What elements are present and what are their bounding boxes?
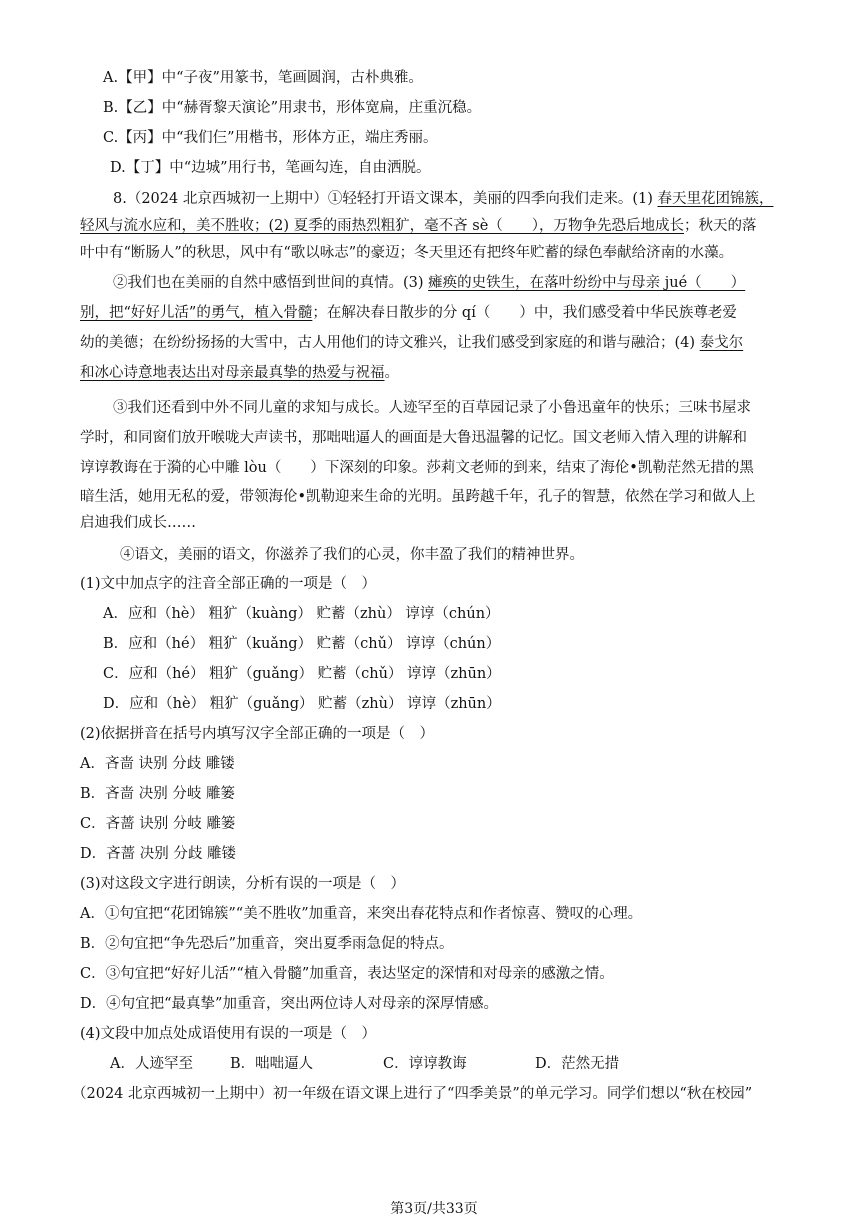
passage-line-10: 谆谆教诲在于漪的心中雕 lòu（ ）下深刻的印象。莎莉文老师的到来，结束了海伦•凯勒茫然无措的黑 <box>80 460 754 476</box>
q4-stem: (4)文段中加点处成语使用有误的一项是（ ） <box>80 1026 377 1042</box>
passage-line-6: 幼的美德；在纷纷扬扬的大雪中，古人用他们的诗文雅兴，让我们感受到家庭的和谐与融洽；(4) 泰戈尔 <box>80 335 744 351</box>
q4-option-a: A．人迹罕至 <box>110 1056 193 1072</box>
prev-option-a: A.【甲】中“子夜”用篆书，笔画圆润，古朴典雅。 <box>103 70 423 86</box>
q1-option-b: B．应和（hé） 粗犷（kuǎng） 贮蓄（chǔ） 谆谆（chún） <box>103 636 501 652</box>
q2-option-c: C．吝蔷 诀别 分岐 雕篓 <box>80 816 236 832</box>
q3-stem: (3)对这段文字进行朗读，分析有误的一项是（ ） <box>80 876 406 892</box>
q2-option-b: B．吝啬 决别 分岐 雕篓 <box>80 786 235 802</box>
passage-line-8: ③我们还看到中外不同儿童的求知与成长。人迹罕至的百草园记录了小鲁迅童年的快乐；三味书屋求 <box>113 400 751 416</box>
prev-option-c: C.【丙】中“我们仨”用楷书，形体方正，端庄秀丽。 <box>103 130 438 146</box>
passage-line-2: 轻风与流水应和，美不胜收；(2) 夏季的雨热烈粗犷，毫不吝 sè（ ），万物争先恐后地成长；秋天的落 <box>80 218 757 234</box>
q3-option-a: A．①句宜把“花团锦簇”“美不胜收”加重音，来突出春花特点和作者惊喜、赞叹的心理。 <box>80 906 643 922</box>
q1-option-c: C．应和（hé） 粗犷（guǎng） 贮蓄（chǔ） 谆谆（zhūn） <box>103 666 501 682</box>
prev-option-b: B.【乙】中“赫胥黎天演论”用隶书，形体宽扁，庄重沉稳。 <box>103 100 482 116</box>
q1-stem: (1)文中加点字的注音全部正确的一项是（ ） <box>80 576 377 592</box>
q4-option-d: D．茫然无措 <box>535 1056 620 1072</box>
prev-option-d: D.【丁】中“边城”用行书，笔画勾连，自由洒脱。 <box>110 160 431 176</box>
passage-line-3: 叶中有“断肠人”的秋思，风中有“歌以咏志”的豪迈；冬天里还有把终年贮蓄的绿色奉献给济南的水藻。 <box>80 245 734 261</box>
q4-option-c: C．谆谆教诲 <box>383 1056 467 1072</box>
passage-line-11: 暗生活，她用无私的爱，带领海伦•凯勒迎来生命的光明。虽跨越千年，孔子的智慧，依然在学习和做人上 <box>80 489 756 505</box>
q3-option-d: D．④句宜把“最真挚”加重音，突出两位诗人对母亲的深厚情感。 <box>80 996 498 1012</box>
passage-line-5: 别，把“好好儿活”的勇气，植入骨髓；在解决春日散步的分 qí（ ）中，我们感受着中华民族尊老爱 <box>80 305 737 321</box>
q3-option-b: B．②句宜把“争先恐后”加重音，突出夏季雨急促的特点。 <box>80 936 454 952</box>
q2-option-a: A．吝啬 诀别 分歧 雕镂 <box>80 756 235 772</box>
q1-option-a: A．应和（hè） 粗犷（kuàng） 贮蓄（zhù） 谆谆（chún） <box>103 606 500 622</box>
passage-line-1: 8.（2024 北京西城初一上期中）①轻轻打开语文课本，美丽的四季向我们走来。(1) 春天里花团锦簇， <box>113 191 774 207</box>
q4-option-b: B．咄咄逼人 <box>230 1056 314 1072</box>
q3-option-c: C．③句宜把“好好儿活”“植入骨髓”加重音，表达坚定的深情和对母亲的感激之情。 <box>80 966 614 982</box>
q2-option-d: D．吝蔷 决别 分歧 雕镂 <box>80 846 236 862</box>
page-number: 第3页/共33页 <box>390 1201 478 1217</box>
q1-option-d: D．应和（hè） 粗犷（guǎng） 贮蓄（zhù） 谆谆（zhūn） <box>103 696 501 712</box>
passage-line-7: 和冰心诗意地表达出对母亲最真挚的热爱与祝福。 <box>80 365 399 381</box>
passage-line-13: ④语文，美丽的语文，你滋养了我们的心灵，你丰盈了我们的精神世界。 <box>120 547 584 563</box>
passage-line-12: 启迪我们成长…… <box>80 515 196 531</box>
passage-line-9: 学时，和同窗们放开喉咙大声读书，那咄咄逼人的画面是大鲁迅温馨的记忆。国文老师入情入理的讲解和 <box>80 430 747 446</box>
passage-line-4: ②我们也在美丽的自然中感悟到世间的真情。(3) 瘫痪的史铁生，在落叶纷纷中与母亲 jué（ ） <box>113 275 746 291</box>
q2-stem: (2)依据拼音在括号内填写汉字全部正确的一项是（ ） <box>80 726 435 742</box>
next-question-line: （2024 北京西城初一上期中）初一年级在语文课上进行了“四季美景”的单元学习。同学们想以“秋在校园” <box>72 1086 753 1102</box>
